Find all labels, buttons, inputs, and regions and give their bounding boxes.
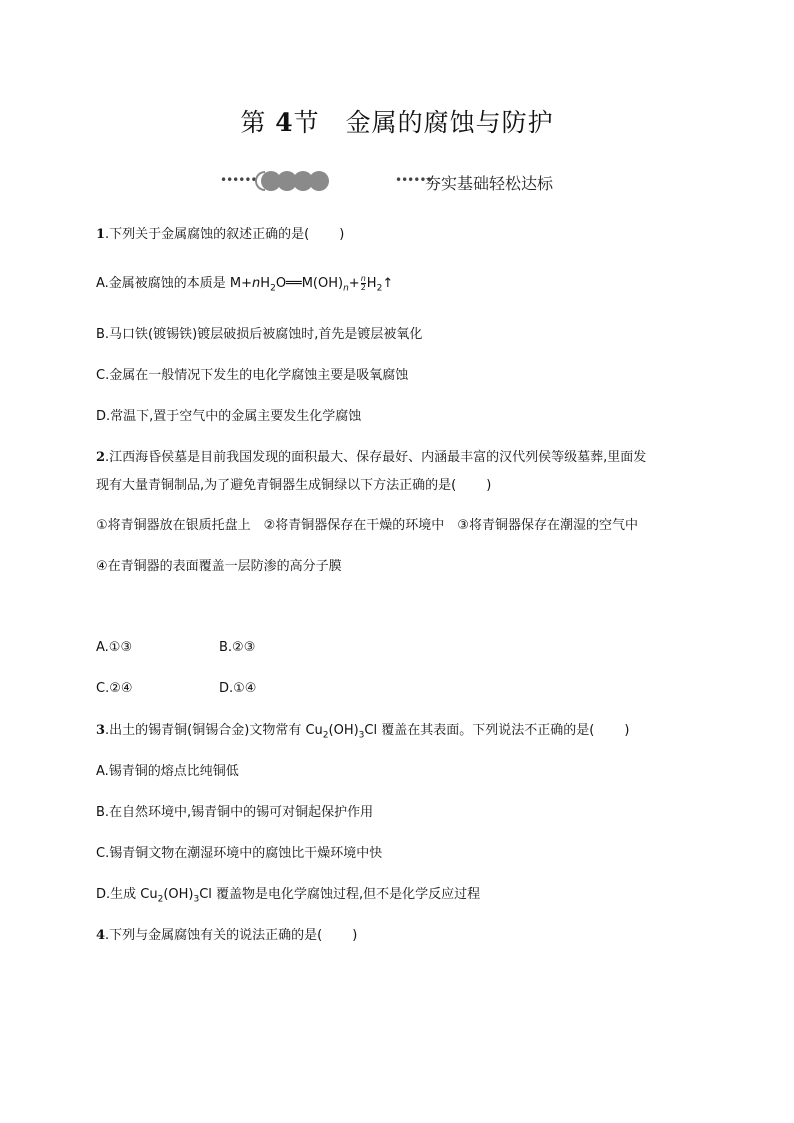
q3-d-sub2: 2: [157, 894, 164, 905]
q4-stem-text: .下列与金属腐蚀有关的说法正确的是(: [105, 928, 323, 943]
q3-stem-b: (OH): [328, 723, 359, 738]
q1-stem: [96, 226, 344, 244]
page-title: [0, 103, 794, 139]
q1-a-plus: +: [348, 276, 360, 291]
q1-a-equals: ══: [286, 276, 302, 291]
q2-option-c: C.②④: [96, 681, 133, 696]
q1-a-o: O: [275, 276, 287, 291]
q1-option-d: D.常温下,置于空气中的金属主要发生化学腐蚀: [96, 409, 362, 424]
q3-d-sub3: 3: [193, 894, 200, 905]
q2-option-b: B.②③: [219, 640, 256, 655]
q1-a-n: n: [252, 276, 261, 291]
q2-stem-line2: [96, 477, 491, 495]
banner-dots-left: ••••••: [220, 173, 257, 187]
q2-stem-line1: [96, 449, 646, 467]
title-prefix: 第: [240, 108, 276, 137]
q3-stem: [96, 722, 629, 745]
q2-option-a: A.①③: [96, 640, 133, 655]
q2-paren-close: ): [486, 478, 492, 493]
q2-option-d: D.①④: [219, 681, 257, 696]
q1-a-up-arrow: ↑: [382, 276, 394, 291]
q1-a-subn: n: [343, 283, 349, 294]
q3-option-c: C.锡青铜文物在潮湿环境中的腐蚀比干燥环境中快: [96, 846, 383, 861]
q1-a-frac-top: n: [360, 274, 366, 283]
q2-items-line2: ④在青铜器的表面覆盖一层防渗的高分子膜: [96, 559, 342, 574]
q1-a-fraction: [361, 275, 366, 292]
section-banner: [0, 167, 794, 195]
q3-stem-a: .出土的锡青铜(铜锡合金)文物常有 Cu: [105, 723, 323, 738]
q2-number: 2: [96, 450, 106, 465]
q3-stem-sub2: 2: [322, 730, 329, 741]
q1-a-h: H: [260, 276, 271, 291]
q3-d-a: D.生成 Cu: [96, 887, 158, 902]
title-section-number: 4: [275, 108, 294, 137]
q1-a-frac-bot: 2: [360, 283, 366, 292]
q2-stem-text2: 现有大量青铜制品,为了避免青铜器生成铜绿以下方法正确的是(: [96, 478, 457, 493]
q4-paren-close: ): [352, 928, 358, 943]
q3-paren-close: ): [624, 723, 630, 738]
q4-number: 4: [96, 928, 106, 943]
banner-dots-right: ••••••: [395, 173, 432, 187]
q3-stem-sub3: 3: [358, 730, 365, 741]
q1-a-sub2b: 2: [376, 283, 383, 294]
title-suffix: 节 金属的腐蚀与防护: [293, 108, 554, 137]
q2-stem-text1: .江西海昏侯墓是目前我国发现的面积最大、保存最好、内涵最丰富的汉代列侯等级墓葬,里面发: [105, 450, 647, 465]
q1-stem-text: .下列关于金属腐蚀的叙述正确的是(: [105, 227, 310, 242]
q1-number: 1: [96, 227, 106, 242]
q1-a-prefix: A.金属被腐蚀的本质是 M+: [96, 276, 253, 291]
q4-stem: [96, 927, 357, 945]
q2-items-line1: ①将青铜器放在银质托盘上 ②将青铜器保存在干燥的环境中 ③将青铜器保存在潮湿的空气中: [96, 518, 638, 533]
banner-circles-icon: [255, 171, 333, 191]
q3-stem-c: Cl 覆盖在其表面。下列说法不正确的是(: [364, 723, 595, 738]
q3-option-b: B.在自然环境中,锡青铜中的锡可对铜起保护作用: [96, 805, 374, 820]
q1-option-a: [96, 275, 393, 298]
q3-d-c: Cl 覆盖物是电化学腐蚀过程,但不是化学反应过程: [199, 887, 481, 902]
q3-option-d: [96, 886, 480, 909]
q1-option-b: B.马口铁(镀锡铁)镀层破损后被腐蚀时,首先是镀层被氧化: [96, 327, 423, 342]
q3-d-b: (OH): [163, 887, 194, 902]
q1-paren-close: ): [339, 227, 345, 242]
q1-a-moh: M(OH): [301, 276, 344, 291]
q1-a-h2: H: [366, 276, 377, 291]
q1-option-c: C.金属在一般情况下发生的电化学腐蚀主要是吸氧腐蚀: [96, 368, 409, 383]
q3-option-a: A.锡青铜的熔点比纯铜低: [96, 764, 239, 779]
q3-number: 3: [96, 723, 106, 738]
banner-label: 夯实基础轻松达标: [425, 174, 554, 193]
q1-a-sub2: 2: [270, 283, 276, 294]
